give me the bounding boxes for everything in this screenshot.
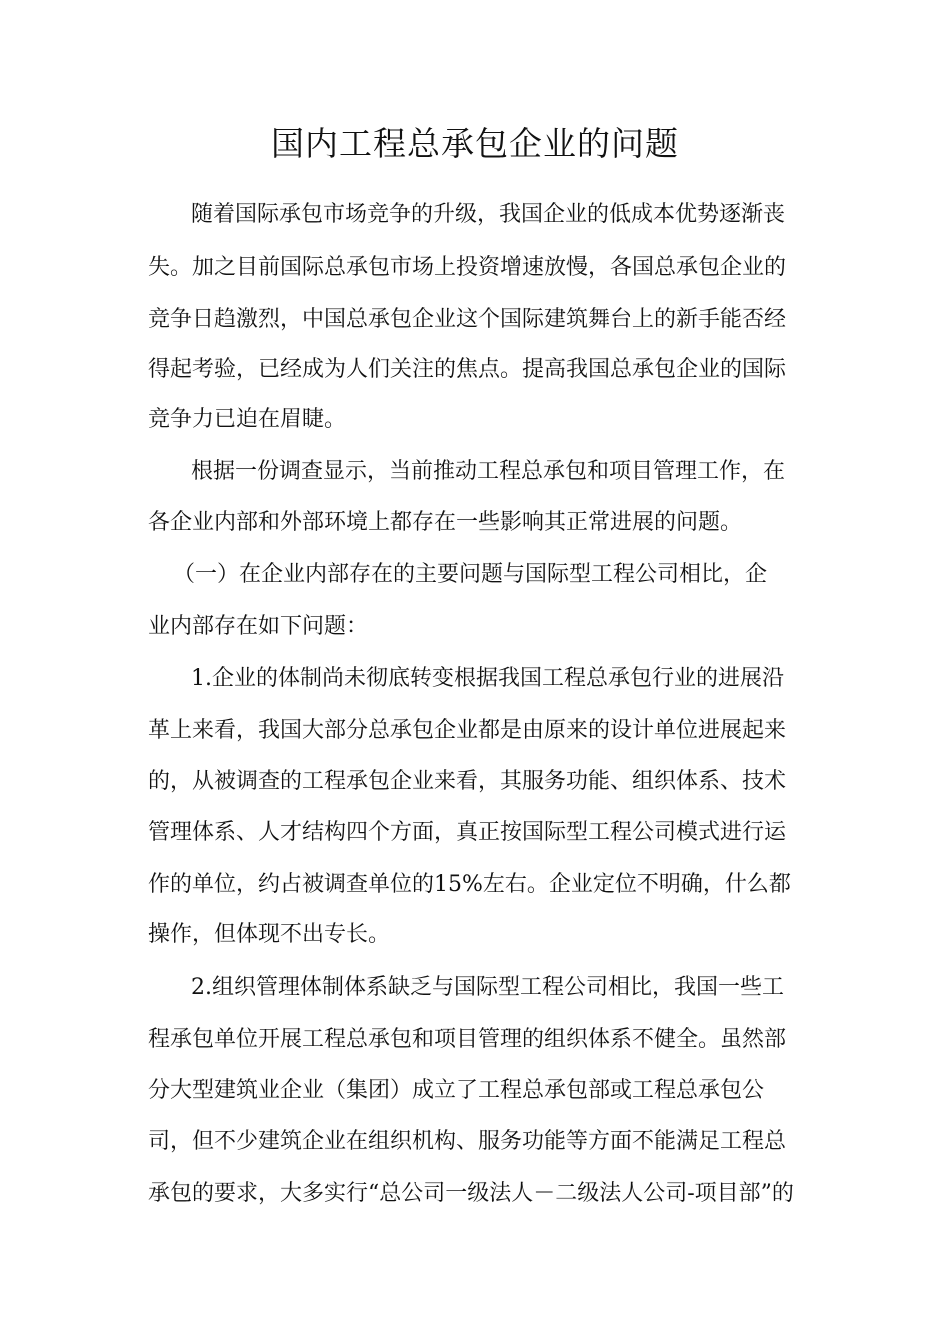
paragraph-line: 竞争力已迫在眉睫。 xyxy=(148,407,347,432)
document-title: 国内工程总承包企业的问题 xyxy=(271,124,679,163)
paragraph-line: 操作，但体现不出专长。 xyxy=(148,922,391,947)
paragraph-line: 分大型建筑业企业（集团）成立了工程总承包部或工程总承包公 xyxy=(148,1078,765,1103)
paragraph-line: 1.企业的体制尚未彻底转变根据我国工程总承包行业的进展沿 xyxy=(191,666,784,691)
paragraph-line: 司，但不少建筑企业在组织机构、服务功能等方面不能满足工程总 xyxy=(148,1129,787,1154)
paragraph-line: 承包的要求，大多实行“总公司一级法人－二级法人公司-项目部”的 xyxy=(148,1181,794,1206)
paragraph-line: 失。加之目前国际总承包市场上投资增速放慢，各国总承包企业的 xyxy=(148,255,787,280)
paragraph-line: 作的单位，约占被调查单位的15%左右。企业定位不明确，什么都 xyxy=(148,872,791,897)
paragraph-line: 各企业内部和外部环境上都存在一些影响其正常进展的问题。 xyxy=(148,510,743,535)
paragraph-line: 程承包单位开展工程总承包和项目管理的组织体系不健全。虽然部 xyxy=(148,1027,787,1052)
paragraph-line: 随着国际承包市场竞争的升级，我国企业的低成本优势逐渐丧 xyxy=(191,202,786,227)
paragraph-line: 业内部存在如下问题： xyxy=(148,614,369,639)
section-heading-line: （一）在企业内部存在的主要问题与国际型工程公司相比，企 xyxy=(173,562,768,587)
paragraph-line: 得起考验，已经成为人们关注的焦点。提高我国总承包企业的国际 xyxy=(148,357,787,382)
paragraph-line: 竞争日趋激烈，中国总承包企业这个国际建筑舞台上的新手能否经 xyxy=(148,307,787,332)
paragraph-line: 管理体系、人才结构四个方面，真正按国际型工程公司模式进行运 xyxy=(148,820,787,845)
paragraph-line: 2.组织管理体制体系缺乏与国际型工程公司相比，我国一些工 xyxy=(191,975,784,1000)
paragraph-line: 革上来看，我国大部分总承包企业都是由原来的设计单位进展起来 xyxy=(148,718,787,743)
paragraph-line: 根据一份调查显示，当前推动工程总承包和项目管理工作，在 xyxy=(191,459,786,484)
paragraph-line: 的，从被调查的工程承包企业来看，其服务功能、组织体系、技术 xyxy=(148,769,787,794)
